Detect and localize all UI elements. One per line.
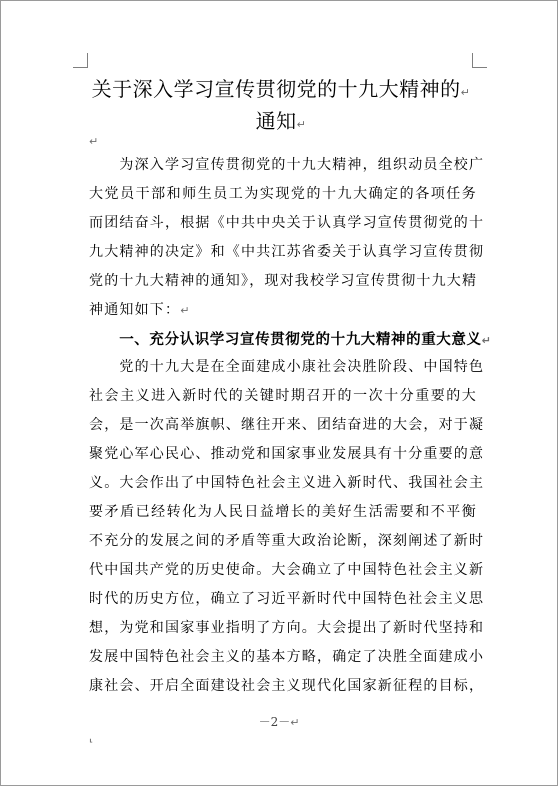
text-line: 要矛盾已经转化为人民日益增长的美好生活需要和不平衡 — [89, 504, 477, 520]
text-line: 而团结奋斗，根据《中共中央关于认真学习宣传贯彻党的十 — [89, 215, 485, 231]
text-line: 代中国共产党的历史使命。大会确立了中国特色社会主义新 — [89, 562, 485, 578]
empty-paragraph-mark-icon: ↵ — [89, 135, 99, 148]
document-title-line-1: 关于深入学习宣传贯彻党的十九大精神的↵ — [91, 77, 471, 101]
paragraph-mark-icon: ↵ — [180, 304, 191, 317]
document-title-line-2: 通知↵ — [255, 109, 307, 133]
section-heading: 一、充分认识学习宣传贯彻党的十九大精神的重大意义↵ — [89, 332, 492, 348]
text-line: 大党员干部和师生员工为实现党的十九大确定的各项任务 — [89, 186, 477, 202]
crop-mark-top-right — [472, 53, 487, 68]
text-line: 康社会、开启全面建设社会主义现代化国家新征程的目标， — [89, 678, 485, 694]
text-line: 九大精神的决定》和《中共江苏省委关于认真学习宣传贯彻 — [89, 244, 485, 260]
paragraph-mark-icon: ↵ — [460, 86, 471, 99]
paragraph-mark-icon: ↵ — [290, 716, 300, 729]
text-line: 党的十九大是在全面建成小康社会决胜阶段、中国特色 — [89, 359, 485, 375]
text-line: 想，为党和国家事业指明了方向。大会提出了新时代坚持和 — [89, 620, 485, 636]
section-paragraph — [89, 353, 485, 701]
intro-paragraph — [89, 151, 485, 325]
text-line: 时代的历史方位，确立了习近平新时代中国特色社会主义思 — [89, 591, 485, 607]
text-line: 社会主义进入新时代的关键时期召开的一次十分重要的大 — [89, 388, 477, 404]
text-line: 为深入学习宣传贯彻党的十九大精神，组织动员全校广 — [89, 157, 485, 173]
page-number: －2－↵ — [258, 715, 300, 729]
text-line: 聚党心军心民心、推动党和国家事业发展具有十分重要的意 — [89, 446, 485, 462]
text-line: 义。大会作出了中国特色社会主义进入新时代、我国社会主 — [89, 475, 485, 491]
footer-paragraph-mark-icon: ⸤ — [89, 731, 94, 744]
paragraph-mark-icon: ↵ — [296, 118, 307, 131]
text-line: 发展中国特色社会主义的基本方略，确定了决胜全面建成小 — [89, 649, 485, 665]
text-line: 党的十九大精神的通知》，现对我校学习宣传贯彻十九大精 — [89, 273, 478, 289]
paragraph-mark-icon: ↵ — [481, 334, 492, 347]
text-line: 神通知如下：↵ — [89, 302, 191, 318]
text-line: 会，是一次高举旗帜、继往开来、团结奋进的大会，对于凝 — [89, 417, 485, 433]
crop-mark-top-left — [73, 53, 88, 68]
text-line: 不充分的发展之间的矛盾等重大政治论断，深刻阐述了新时 — [89, 533, 485, 549]
